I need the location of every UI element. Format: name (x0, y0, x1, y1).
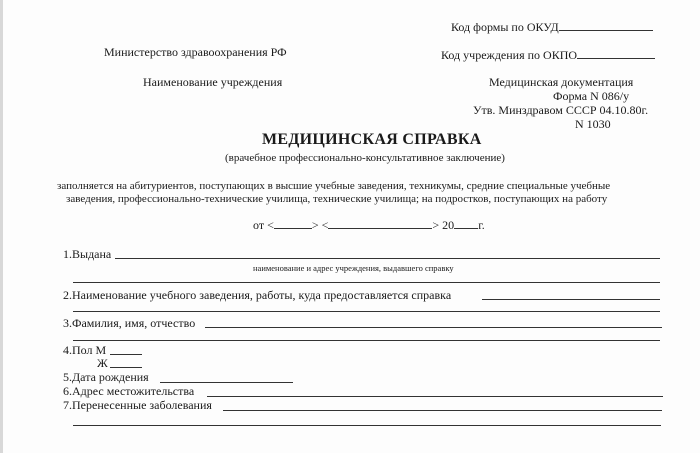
field-issued-hint: наименование и адрес учреждения, выдавшего справку (253, 263, 454, 273)
field-fullname-input[interactable] (205, 327, 662, 328)
field-institution-input-line-2[interactable] (73, 311, 660, 312)
field-issued-input[interactable] (115, 258, 660, 259)
field-issued-input-line-2[interactable] (73, 282, 660, 283)
okpo-label: Код учреждения по ОКПО (441, 48, 578, 62)
field-diseases-input[interactable] (223, 410, 662, 411)
field-birthdate-label: 5.Дата рождения (63, 370, 149, 384)
description-line-1: заполняется на абитуриентов, поступающих в высшие учебные заведения, техникумы, средние специальные учебные (57, 180, 611, 192)
order-number-label: N 1030 (575, 117, 611, 131)
field-address-label: 6.Адрес местожительства (63, 384, 195, 398)
field-sex-male-label: 4.Пол М (63, 343, 107, 357)
field-fullname-input-line-2[interactable] (73, 340, 660, 341)
okpo-field[interactable] (441, 47, 655, 62)
okud-input[interactable] (559, 19, 653, 31)
month-input[interactable] (328, 217, 432, 229)
field-sex-male-input[interactable] (110, 354, 142, 355)
document-title: МЕДИЦИНСКАЯ СПРАВКА (262, 131, 482, 148)
field-diseases-label: 7.Перенесенные заболевания (63, 398, 212, 412)
field-issued-label: 1.Выдана (63, 247, 112, 261)
date-prefix: от < (253, 218, 274, 232)
okud-label: Код формы по ОКУД (451, 20, 559, 34)
okud-field[interactable] (451, 19, 653, 34)
institution-name-label: Наименование учреждения (143, 75, 283, 89)
year-prefix: > 20 (432, 218, 455, 232)
field-fullname-label: 3.Фамилия, имя, отчество (63, 316, 196, 330)
field-birthdate-input[interactable] (160, 382, 293, 383)
field-address-input[interactable] (207, 396, 663, 397)
okpo-input[interactable] (577, 47, 655, 59)
doc-type-label: Медицинская документация (489, 75, 634, 89)
year-input[interactable] (454, 217, 478, 229)
date-mid: > < (311, 218, 329, 232)
field-diseases-input-line-2[interactable] (73, 425, 661, 426)
field-institution-label: 2.Наименование учебного заведения, работы, куда предоставляется справка (63, 288, 452, 302)
scan-edge (0, 0, 3, 453)
field-institution-input[interactable] (482, 299, 660, 300)
field-sex-female-label: Ж (97, 356, 108, 370)
date-line (253, 217, 485, 232)
date-suffix: г. (478, 218, 485, 232)
ministry-label: Министерство здравоохранения РФ (104, 45, 287, 59)
approved-by-label: Утв. Минздравом СССР 04.10.80г. (473, 103, 649, 117)
field-sex-female-input[interactable] (110, 367, 142, 368)
day-input[interactable] (274, 217, 312, 229)
description-line-2: заведения, профессионально-технические училища, технические училища; на подростков, поступающих на работу (66, 193, 608, 205)
document-subtitle: (врачебное профессионально-консультативное заключение) (225, 152, 505, 164)
form-number-label: Форма N 086/у (553, 89, 630, 103)
